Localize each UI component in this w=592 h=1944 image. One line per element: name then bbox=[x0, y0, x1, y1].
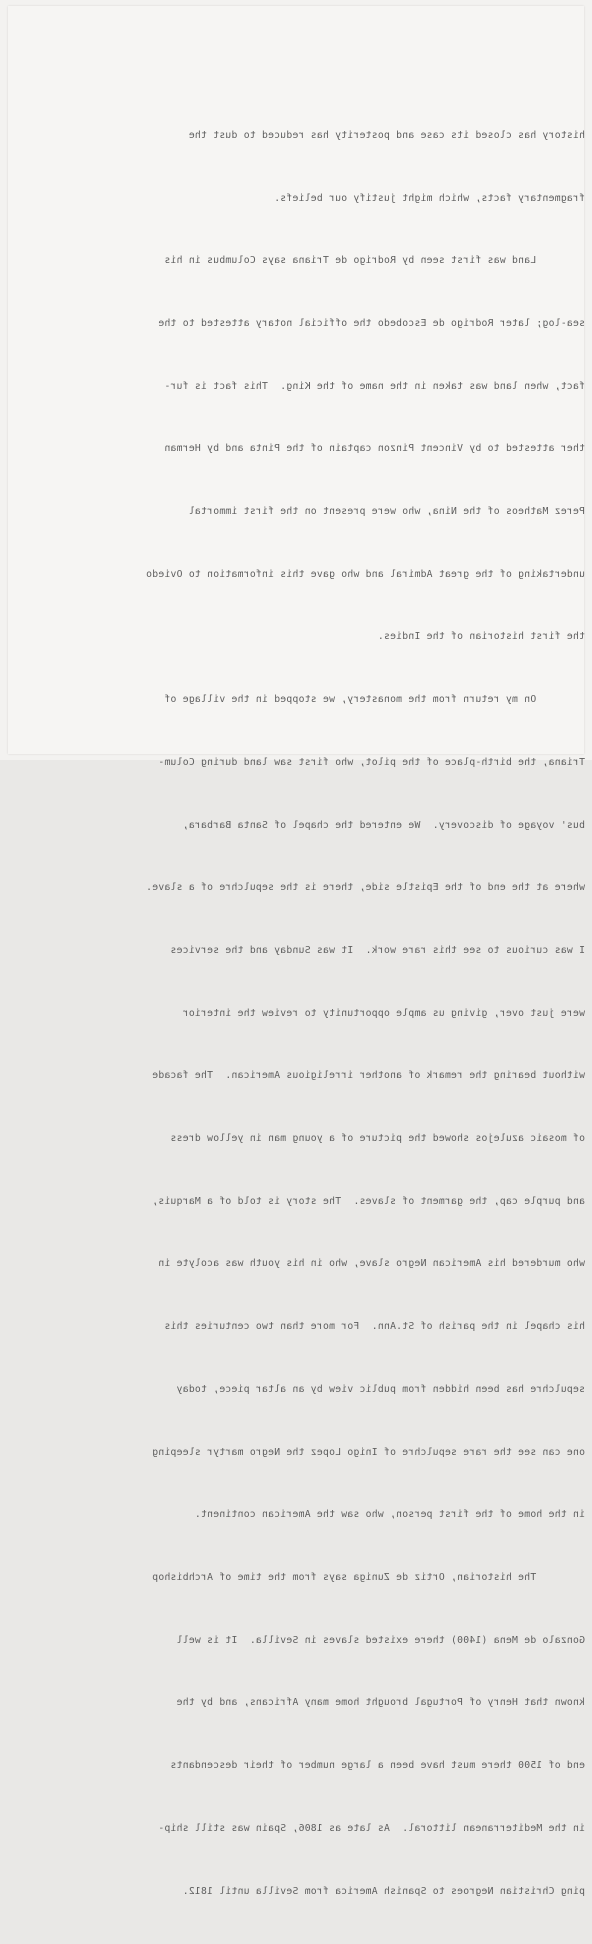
text-line: bus' voyage of discovery. We entered the chapel of Santa Barbara, bbox=[182, 819, 585, 831]
text-line: who murdered his American Negro slave, who in his youth was acolyte in bbox=[158, 1258, 585, 1270]
text-line: of mosaic azulejos showed the picture of a young man in yellow dress bbox=[170, 1133, 585, 1145]
text-line: undertaking of the great Admiral and who gave this information to Oviedo bbox=[145, 568, 585, 580]
text-line: Gonzalo de Mena (1400) there existed slaves in Sevilla. It is well bbox=[176, 1634, 585, 1646]
text-line: and purple cap, the garment of slaves. The story is told of a Marquis, bbox=[152, 1195, 585, 1207]
text-line: Triana, the birth-place of the pilot, who first saw land during Colum- bbox=[158, 756, 585, 768]
text-line: Land was first seen by Rodrigo de Triana says Columbus in his bbox=[164, 255, 585, 267]
typewritten-sheet bbox=[8, 6, 585, 1897]
text-line: Perez Matheos of the Nina, who were present on the first immortal bbox=[188, 506, 585, 518]
text-line: I was curious to see this rare work. It was Sunday and the services bbox=[170, 944, 585, 956]
text-line: fact, when land was taken in the name of the King. This fact is fur- bbox=[164, 380, 585, 392]
text-line: were just over, giving us ample opportunity to review the interior bbox=[182, 1007, 585, 1019]
text-line: where at the end of the Epistle side, there is the sepulchre of a slave. bbox=[145, 882, 585, 894]
text-line: in the home of the first person, who saw the American continent. bbox=[194, 1509, 585, 1521]
text-line: his chapel in the parish of St.Ann. For more than two centuries this bbox=[164, 1321, 585, 1333]
text-line: in the Mediterranean littoral. As late as 1806, Spain was still ship- bbox=[158, 1822, 585, 1834]
text-line: the first historian of the Indies. bbox=[377, 631, 585, 643]
text-line: On my return from the monastery, we stopped in the village of bbox=[164, 694, 585, 706]
text-line: ther attested to by Vincent Pinzon captain of the Pinta and by Herman bbox=[164, 443, 585, 455]
text-line: ping Christian Negroes to Spanish America from Sevilla until 1812. bbox=[182, 1885, 585, 1897]
text-line: history has closed its case and posterity has reduced to dust the bbox=[188, 129, 585, 141]
text-line: fragmentary facts, which might justify our beliefs. bbox=[273, 192, 585, 204]
text-line: one can see the rare sepulchre of Inigo Lopez the Negro martyr sleeping bbox=[152, 1446, 585, 1458]
text-line: end of 1500 there must have been a large number of their descendants bbox=[170, 1760, 585, 1772]
text-line: without bearing the remark of another irreligious American. The facade bbox=[152, 1070, 585, 1082]
text-line: sea-log; later Rodrigo de Escobedo the official notary attested to the bbox=[158, 317, 585, 329]
text-line: The historian, Ortiz de Zuniga says from the time of Archbishop bbox=[152, 1571, 585, 1583]
text-line: sepulchre has been hidden from public view by an altar piece, today bbox=[176, 1383, 585, 1395]
text-line: known that Henry of Portugal brought home many Africans, and by the bbox=[176, 1697, 585, 1709]
mirrored-typewritten-text bbox=[33, 84, 585, 1944]
